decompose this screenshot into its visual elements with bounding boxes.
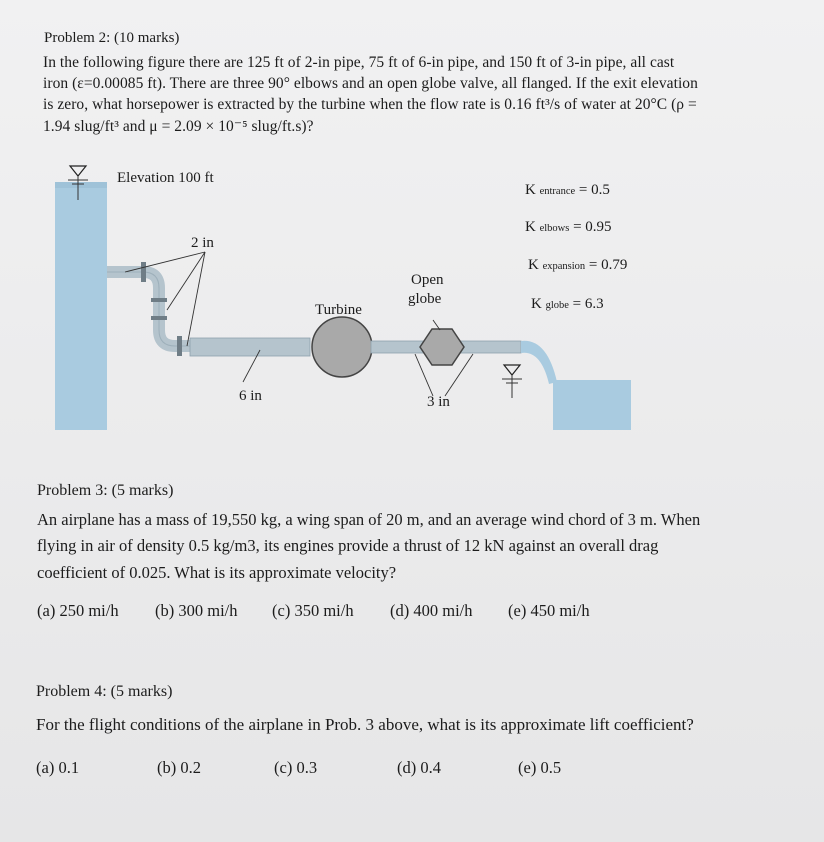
problem3-option-d: (d) 400 mi/h (390, 601, 473, 620)
problem4-option-e: (e) 0.5 (518, 758, 562, 777)
problem4-question: For the flight conditions of the airplane in Prob. 3 above, what is its approximate lift coefficient? (36, 715, 694, 734)
valve-label-globe: globe (408, 291, 442, 307)
problem3-line-3: coefficient of 0.025. What is its approximate velocity? (37, 563, 397, 582)
k-entrance: K entrance = 0.5 (525, 182, 610, 198)
pipe-6in-label: 6 in (239, 388, 262, 404)
problem2-title: Problem 2: (10 marks) (44, 30, 180, 46)
k-elbows: K elbows = 0.95 (525, 219, 612, 235)
problem3-line-1: An airplane has a mass of 19,550 kg, a wing span of 20 m, and an average wind chord of 3 m. When (37, 510, 701, 529)
problem4-option-c: (c) 0.3 (274, 758, 318, 777)
pipe-2in-label: 2 in (191, 235, 214, 251)
problem2-line-2: iron (ε=0.00085 ft). There are three 90° elbows and an open globe valve, all flanged. If the exit elevation (43, 75, 698, 92)
valve-label-open: Open (411, 272, 444, 288)
problem2-line-3: is zero, what horsepower is extracted by the turbine when the flow rate is 0.16 ft³/s of water at 20°C (ρ = (43, 96, 697, 113)
pipe-6in (190, 338, 310, 356)
problem4-option-d: (d) 0.4 (397, 758, 441, 777)
k-expansion: K expansion = 0.79 (528, 257, 628, 273)
problem3-option-e: (e) 450 mi/h (508, 601, 590, 620)
problem2-line-1: In the following figure there are 125 ft of 2-in pipe, 75 ft of 6-in pipe, and 150 ft of 3-in pipe, all cast (43, 54, 675, 71)
lower-reservoir (553, 380, 631, 430)
turbine-label: Turbine (315, 302, 362, 318)
problem3-line-2: flying in air of density 0.5 kg/m3, its engines provide a thrust of 12 kN against an overall drag (37, 536, 659, 555)
problem3-option-b: (b) 300 mi/h (155, 601, 238, 620)
pipe-3in-label: 3 in (427, 394, 450, 410)
problem3-option-a: (a) 250 mi/h (37, 601, 119, 620)
problem4-option-b: (b) 0.2 (157, 758, 201, 777)
exit-jet (521, 341, 557, 384)
problem2-line-4: 1.94 slug/ft³ and μ = 2.09 × 10⁻⁵ slug/ft.s)? (43, 118, 314, 135)
problem3-title: Problem 3: (5 marks) (37, 482, 174, 499)
water-level-triangle (70, 166, 86, 176)
globe-valve (420, 329, 464, 365)
problem4-title: Problem 4: (5 marks) (36, 683, 173, 700)
problem3-option-c: (c) 350 mi/h (272, 601, 354, 620)
elevation-label: Elevation 100 ft (117, 170, 214, 186)
turbine (312, 317, 372, 377)
exit-level-triangle (504, 365, 520, 375)
k-globe: K globe = 6.3 (531, 296, 604, 312)
upper-reservoir (55, 182, 107, 430)
pipe-system-figure (55, 160, 795, 430)
pipe-2in (107, 272, 190, 346)
problem4-option-a: (a) 0.1 (36, 758, 80, 777)
